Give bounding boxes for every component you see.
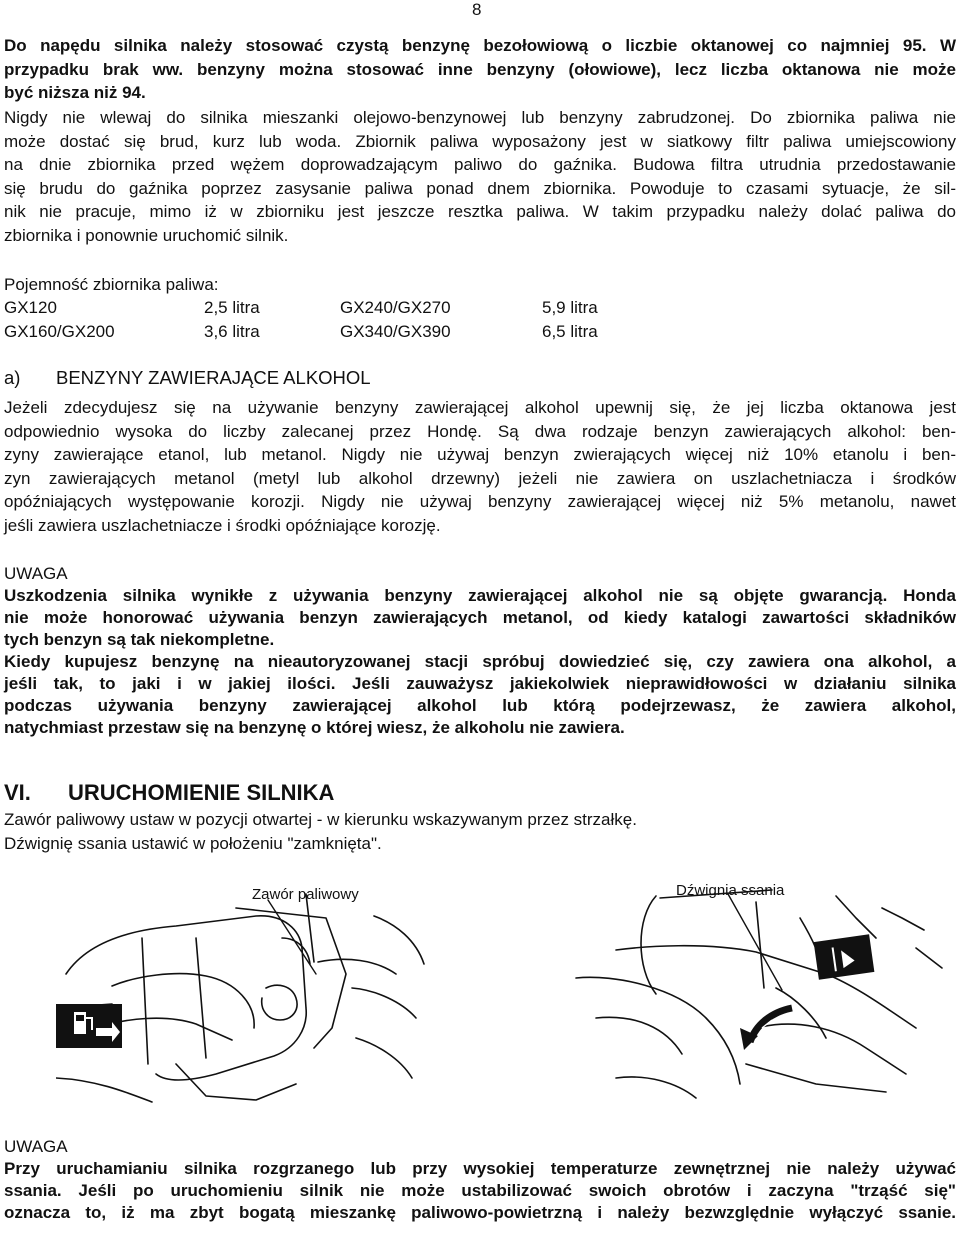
section-a-number: a) [4, 367, 21, 388]
fuel-icon [56, 1004, 122, 1048]
text-line: przypadku brak ww. benzyny można stosować inne benzyny (ołowiowe), lecz liczba oktanowa nie może [4, 59, 956, 79]
section-vi-number: VI. [4, 780, 31, 805]
fuel-contamination-paragraph [4, 106, 956, 247]
page-number: 8 [472, 0, 482, 19]
text-line: Jeżeli zdecydujesz się na używanie benzyny zawierającej alkohol upewnij się, że jej liczba oktanowa jest [4, 398, 956, 417]
text-line: Nigdy nie wlewaj do silnika mieszanki olejowo-benzynowej lub benzyny zabrudzonej. Do zbiornika paliwa nie [4, 108, 956, 127]
text-line: Przy uruchamianiu silnika rozgrzanego lub przy wysokiej temperaturze zewnętrznej nie należy używać [4, 1159, 956, 1178]
text-line: nie może honorować używania benzyn zawierających metanol, od kiedy katalogi zawartości składników [4, 608, 956, 627]
choke-symbol [814, 934, 875, 979]
section-vi-heading [4, 780, 334, 806]
section-vi-title: URUCHOMIENIE SILNIKA [68, 780, 335, 805]
volume-cell: 3,6 litra [204, 322, 260, 341]
choke-lever-caption: Dźwignia ssania [676, 882, 785, 899]
engine-figure [56, 878, 944, 1104]
text-line: jeśli zawiera uszlachetniacze i środki opóźniające korozję. [4, 515, 441, 535]
model-cell: GX160/GX200 [4, 322, 115, 341]
fuel-requirements-paragraph [4, 34, 956, 105]
model-cell: GX240/GX270 [340, 298, 451, 317]
text-line: natychmiast przestaw się na benzynę o której wiesz, że alkoholu nie zawiera. [4, 718, 625, 737]
text-line: może dostać się brud, kurz lub woda. Zbiornik paliwa wyposażony jest w siatkowy filtr paliwa umiejscowiony [4, 131, 956, 151]
model-cell: GX120 [4, 298, 57, 317]
volume-cell: 6,5 litra [542, 322, 598, 341]
text-line: Uszkodzenia silnika wynikłe z używania benzyny zawierającej alkohol nie są objęte gwarancją. Honda [4, 586, 956, 605]
text-line: zbiornika i ponownie uruchomić silnik. [4, 225, 289, 245]
volume-cell: 2,5 litra [204, 298, 260, 317]
startup-instructions [4, 808, 956, 855]
choke-arrow [740, 1008, 792, 1050]
volume-cell: 5,9 litra [542, 298, 598, 317]
model-cell: GX340/GX390 [340, 322, 451, 341]
text-line: zyny zawierające etanol, lub metanol. Nigdy nie używaj benzyn zwierających więcej niż 10% etanolu i ben- [4, 445, 956, 464]
text-line: się brudu do gaźnika poprzez zasysanie paliwa ponad dnem zbiornika. Powoduje to czasami sytuacje, że sil- [4, 178, 956, 198]
text-line: Zawór paliwowy ustaw w pozycji otwartej - w kierunku wskazywanym przez strzałkę. [4, 810, 637, 829]
text-line: Kiedy kupujesz benzynę na nieautoryzowanej stacji spróbuj dowiedzieć się, czy zawiera ona alkohol, a [4, 652, 956, 671]
text-line: nik nie pracuje, mimo iż w zbiorniku jest jeszcze resztka paliwa. W takim przypadku należy dolać paliwa do [4, 202, 956, 221]
text-line: zyn zawierających metanol (metyl lub alkohol drzewny) jeżeli nie zawiera on uszlachetniacza i środków [4, 468, 956, 488]
section-a-heading [4, 366, 371, 390]
alcohol-fuel-paragraph [4, 396, 956, 537]
text-line: na dnie zbiornika przed wężem doprowadzającym paliwo do gaźnika. Budowa filtra utrudnia przedostawanie [4, 155, 956, 174]
text-line: ssania. Jeśli po uruchomieniu silnik nie może ustabilizować swoich obrotów i zaczyna "trząść się" [4, 1181, 956, 1200]
warning-title: UWAGA [4, 1137, 68, 1156]
warning-title: UWAGA [4, 564, 68, 583]
capacity-label [4, 273, 956, 297]
text-line: opóźniających występowanie korozji. Nigdy nie używaj benzyny zawierającej więcej niż 5% metanolu, nawet [4, 492, 956, 511]
text-line: tych benzyn są tak niekompletne. [4, 630, 275, 649]
text-line: Do napędu silnika należy stosować czystą benzynę bezołowiową o liczbie oktanowej co najmniej 95. W [4, 36, 956, 55]
text-line: jeśli tak, to jaki i w jakiej ilości. Jeśli zauważysz jakiekolwiek nieprawidłowości w działaniu silnika [4, 674, 956, 693]
text-line: oznacza to, iż ma zbyt bogatą mieszankę paliwowo-powietrzną i należy bezwzględnie wyłączyć ssanie. [4, 1203, 956, 1222]
text-line: odpowiednio wysoka do liczby zalecanej przez Hondę. Są dwa rodzaje benzyn zawierających alkohol: ben- [4, 421, 956, 441]
capacity-label-text: Pojemność zbiornika paliwa: [4, 275, 219, 294]
text-line: podczas używania benzyny zawierającej alkohol lub którą podejrzewasz, że zawiera alkohol, [4, 696, 956, 715]
warning-block-1 [4, 563, 956, 739]
warning-block-2 [4, 1136, 956, 1224]
engine-illustration [56, 878, 944, 1104]
text-line: być niższa niż 94. [4, 83, 146, 102]
text-line: Dźwignię ssania ustawić w położeniu "zamknięta". [4, 833, 382, 853]
fuel-valve-caption: Zawór paliwowy [252, 886, 359, 903]
section-a-title: BENZYNY ZAWIERAJĄCE ALKOHOL [56, 367, 371, 388]
